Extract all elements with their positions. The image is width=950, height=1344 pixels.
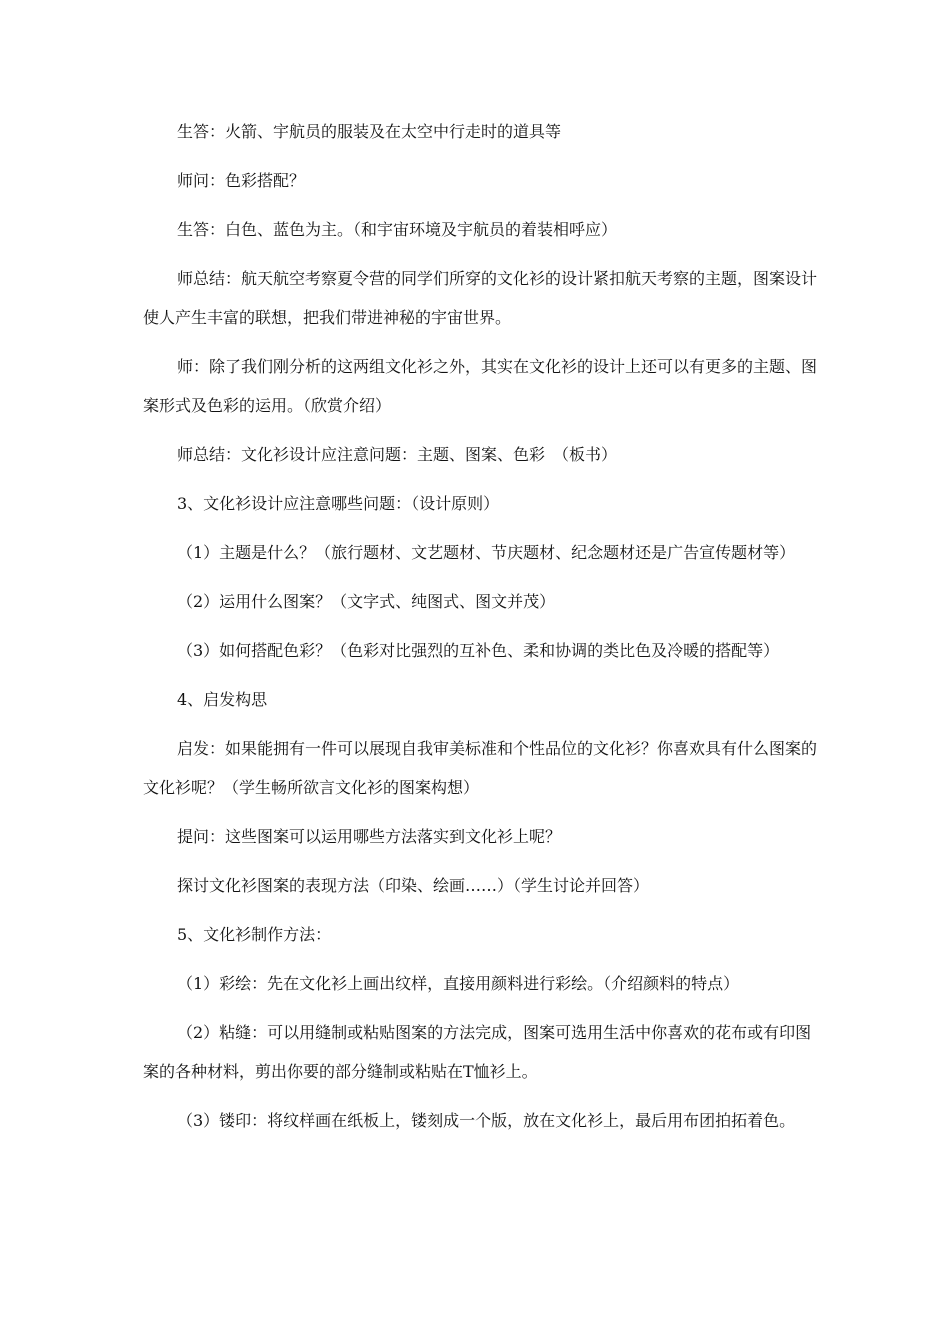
document-body xyxy=(143,112,823,1150)
list-item: （2）粘缝：可以用缝制或粘贴图案的方法完成，图案可选用生活中你喜欢的花布或有印图案的各种材料，剪出你要的部分缝制或粘贴在T恤衫上。 xyxy=(143,1023,812,1081)
paragraph: 师问：色彩搭配？ xyxy=(177,171,306,190)
list-item: （1）主题是什么？（旅行题材、文艺题材、节庆题材、纪念题材还是广告宣传题材等） xyxy=(177,543,796,562)
paragraph: 生答：火箭、宇航员的服装及在太空中行走时的道具等 xyxy=(177,122,562,141)
paragraph: 生答：白色、蓝色为主。（和宇宙环境及宇航员的着装相呼应） xyxy=(177,220,618,239)
paragraph: 师总结：文化衫设计应注意问题：主题、图案、色彩 （板书） xyxy=(177,445,618,464)
list-item: （2）运用什么图案？（文字式、纯图式、图文并茂） xyxy=(177,592,556,611)
section-heading: 5、文化衫制作方法： xyxy=(177,925,332,944)
paragraph: 提问：这些图案可以运用哪些方法落实到文化衫上呢？ xyxy=(177,827,562,846)
paragraph: 师：除了我们刚分析的这两组文化衫之外，其实在文化衫的设计上还可以有更多的主题、图案形式及色彩的运用。（欣赏介绍） xyxy=(143,357,818,415)
section-heading: 4、启发构思 xyxy=(177,690,268,709)
section-heading: 3、文化衫设计应注意哪些问题：（设计原则） xyxy=(177,494,500,513)
paragraph: 师总结：航天航空考察夏令营的同学们所穿的文化衫的设计紧扣航天考察的主题，图案设计使人产生丰富的联想，把我们带进神秘的宇宙世界。 xyxy=(143,269,818,327)
paragraph: 启发：如果能拥有一件可以展现自我审美标准和个性品位的文化衫？你喜欢具有什么图案的文化衫呢？（学生畅所欲言文化衫的图案构想） xyxy=(143,739,818,797)
list-item: （3）镂印：将纹样画在纸板上，镂刻成一个版，放在文化衫上，最后用布团拍拓着色。 xyxy=(177,1111,796,1130)
paragraph: 探讨文化衫图案的表现方法（印染、绘画……）（学生讨论并回答） xyxy=(177,876,650,895)
list-item: （1）彩绘：先在文化衫上画出纹样，直接用颜料进行彩绘。（介绍颜料的特点） xyxy=(177,974,740,993)
list-item: （3）如何搭配色彩？（色彩对比强烈的互补色、柔和协调的类比色及冷暖的搭配等） xyxy=(177,641,780,660)
